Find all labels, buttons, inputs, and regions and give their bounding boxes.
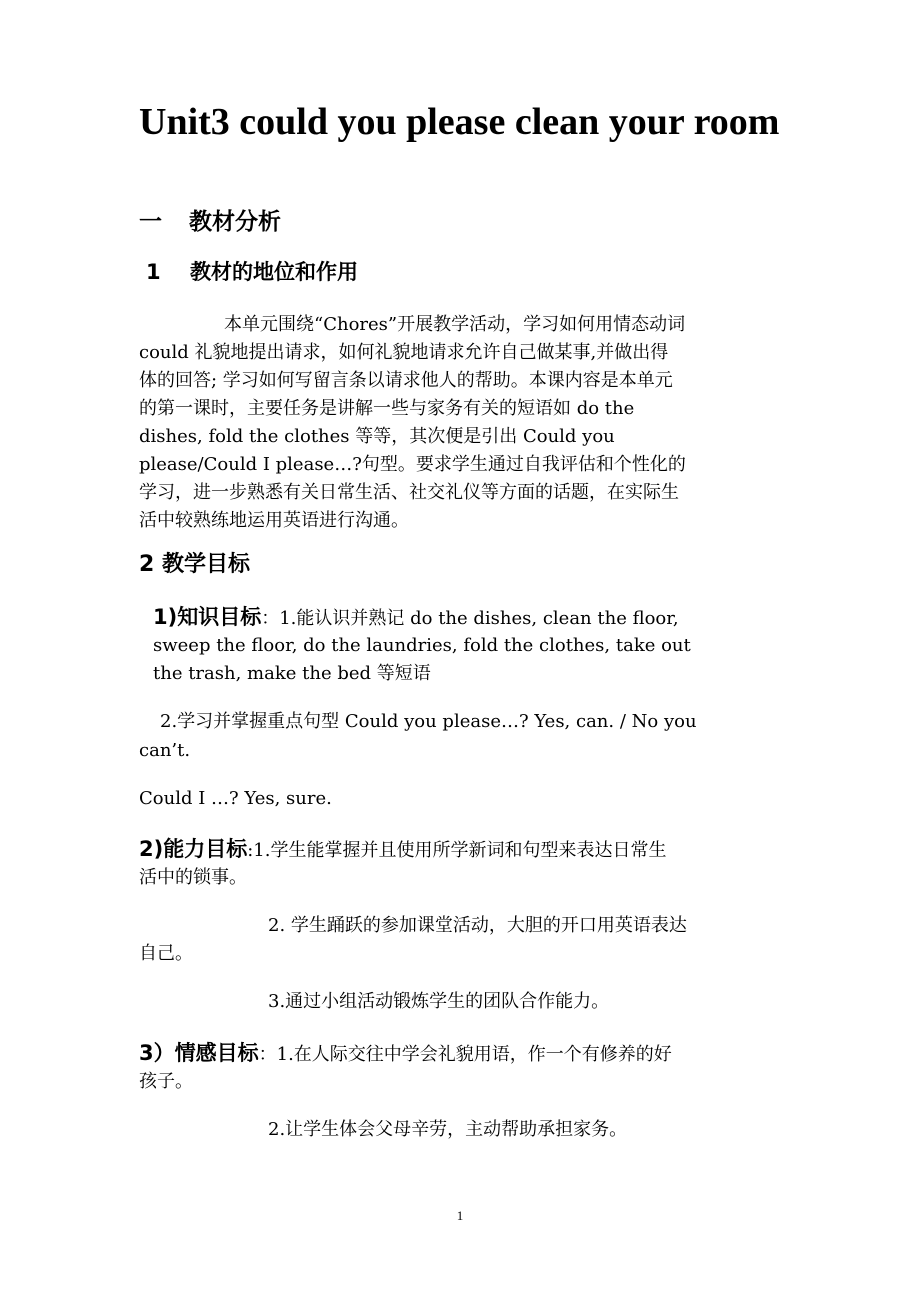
subsection-number: 1 xyxy=(146,260,161,284)
emotion-goal-text: ：1.在人际交往中学会礼貌用语，作一个有修养的好 xyxy=(258,1044,672,1065)
ability-goal-label: 2)能力目标 xyxy=(139,837,248,861)
subsection-heading-goals: 2 教学目标 xyxy=(139,552,250,577)
ability-goal-line: 2. 学生踊跃的参加课堂活动，大胆的开口用英语表达 xyxy=(268,915,687,936)
ability-goal-line: 3.通过小组活动锻炼学生的团队合作能力。 xyxy=(268,991,610,1012)
subsection-heading-role xyxy=(146,255,358,289)
paragraph-line: 本单元围绕“Chores”开展教学活动，学习如何用情态动词 xyxy=(224,314,686,335)
paragraph-line: could 礼貌地提出请求，如何礼貌地请求允许自己做某事,并做出得 xyxy=(139,342,669,363)
paragraph-line: please/Could I please…?句型。要求学生通过自我评估和个性化的 xyxy=(139,454,686,475)
knowledge-goal-line: Could I …? Yes, sure. xyxy=(139,788,332,809)
section-title: 教材分析 xyxy=(189,209,281,235)
ability-goal-line: 活中的锁事。 xyxy=(139,867,247,888)
knowledge-goal-text: ：1.能认识并熟记 do the dishes, clean the floor, xyxy=(261,608,679,629)
page-number: 1 xyxy=(456,1208,464,1223)
emotion-goal-label: 3）情感目标 xyxy=(139,1041,259,1065)
paragraph-line: 体的回答; 学习如何写留言条以请求他人的帮助。本课内容是本单元 xyxy=(139,370,673,391)
knowledge-goal-line: sweep the floor, do the laundries, fold the clothes, take out xyxy=(153,635,691,656)
emotion-goal-line: 孩子。 xyxy=(139,1071,193,1092)
knowledge-goal-line: the trash, make the bed 等短语 xyxy=(153,663,431,684)
knowledge-goal-line: can’t. xyxy=(139,740,191,761)
knowledge-goal-line: 2.学习并掌握重点句型 Could you please…? Yes, can. / No you xyxy=(160,711,697,732)
knowledge-goal-line xyxy=(153,603,679,633)
paragraph-line: 的第一课时，主要任务是讲解一些与家务有关的短语如 do the xyxy=(139,398,635,419)
paragraph-line: 学习，进一步熟悉有关日常生活、社交礼仪等方面的话题，在实际生 xyxy=(139,482,679,503)
ability-goal-text: :1.学生能掌握并且使用所学新词和句型来表达日常生 xyxy=(247,840,667,861)
knowledge-goal-label: 1)知识目标 xyxy=(153,605,262,629)
emotion-goal-line xyxy=(139,1039,672,1069)
ability-goal-line: 自己。 xyxy=(139,943,193,964)
paragraph-line: dishes, fold the clothes 等等，其次便是引出 Could you xyxy=(139,426,615,447)
section-number: 一 xyxy=(139,209,162,235)
page-title: Unit3 could you please clean your room xyxy=(139,101,780,143)
subsection-title: 教材的地位和作用 xyxy=(190,260,358,284)
section-heading-analysis xyxy=(139,204,281,240)
paragraph-line: 活中较熟练地运用英语进行沟通。 xyxy=(139,510,409,531)
emotion-goal-line: 2.让学生体会父母辛劳，主动帮助承担家务。 xyxy=(268,1119,628,1140)
ability-goal-line xyxy=(139,835,666,865)
